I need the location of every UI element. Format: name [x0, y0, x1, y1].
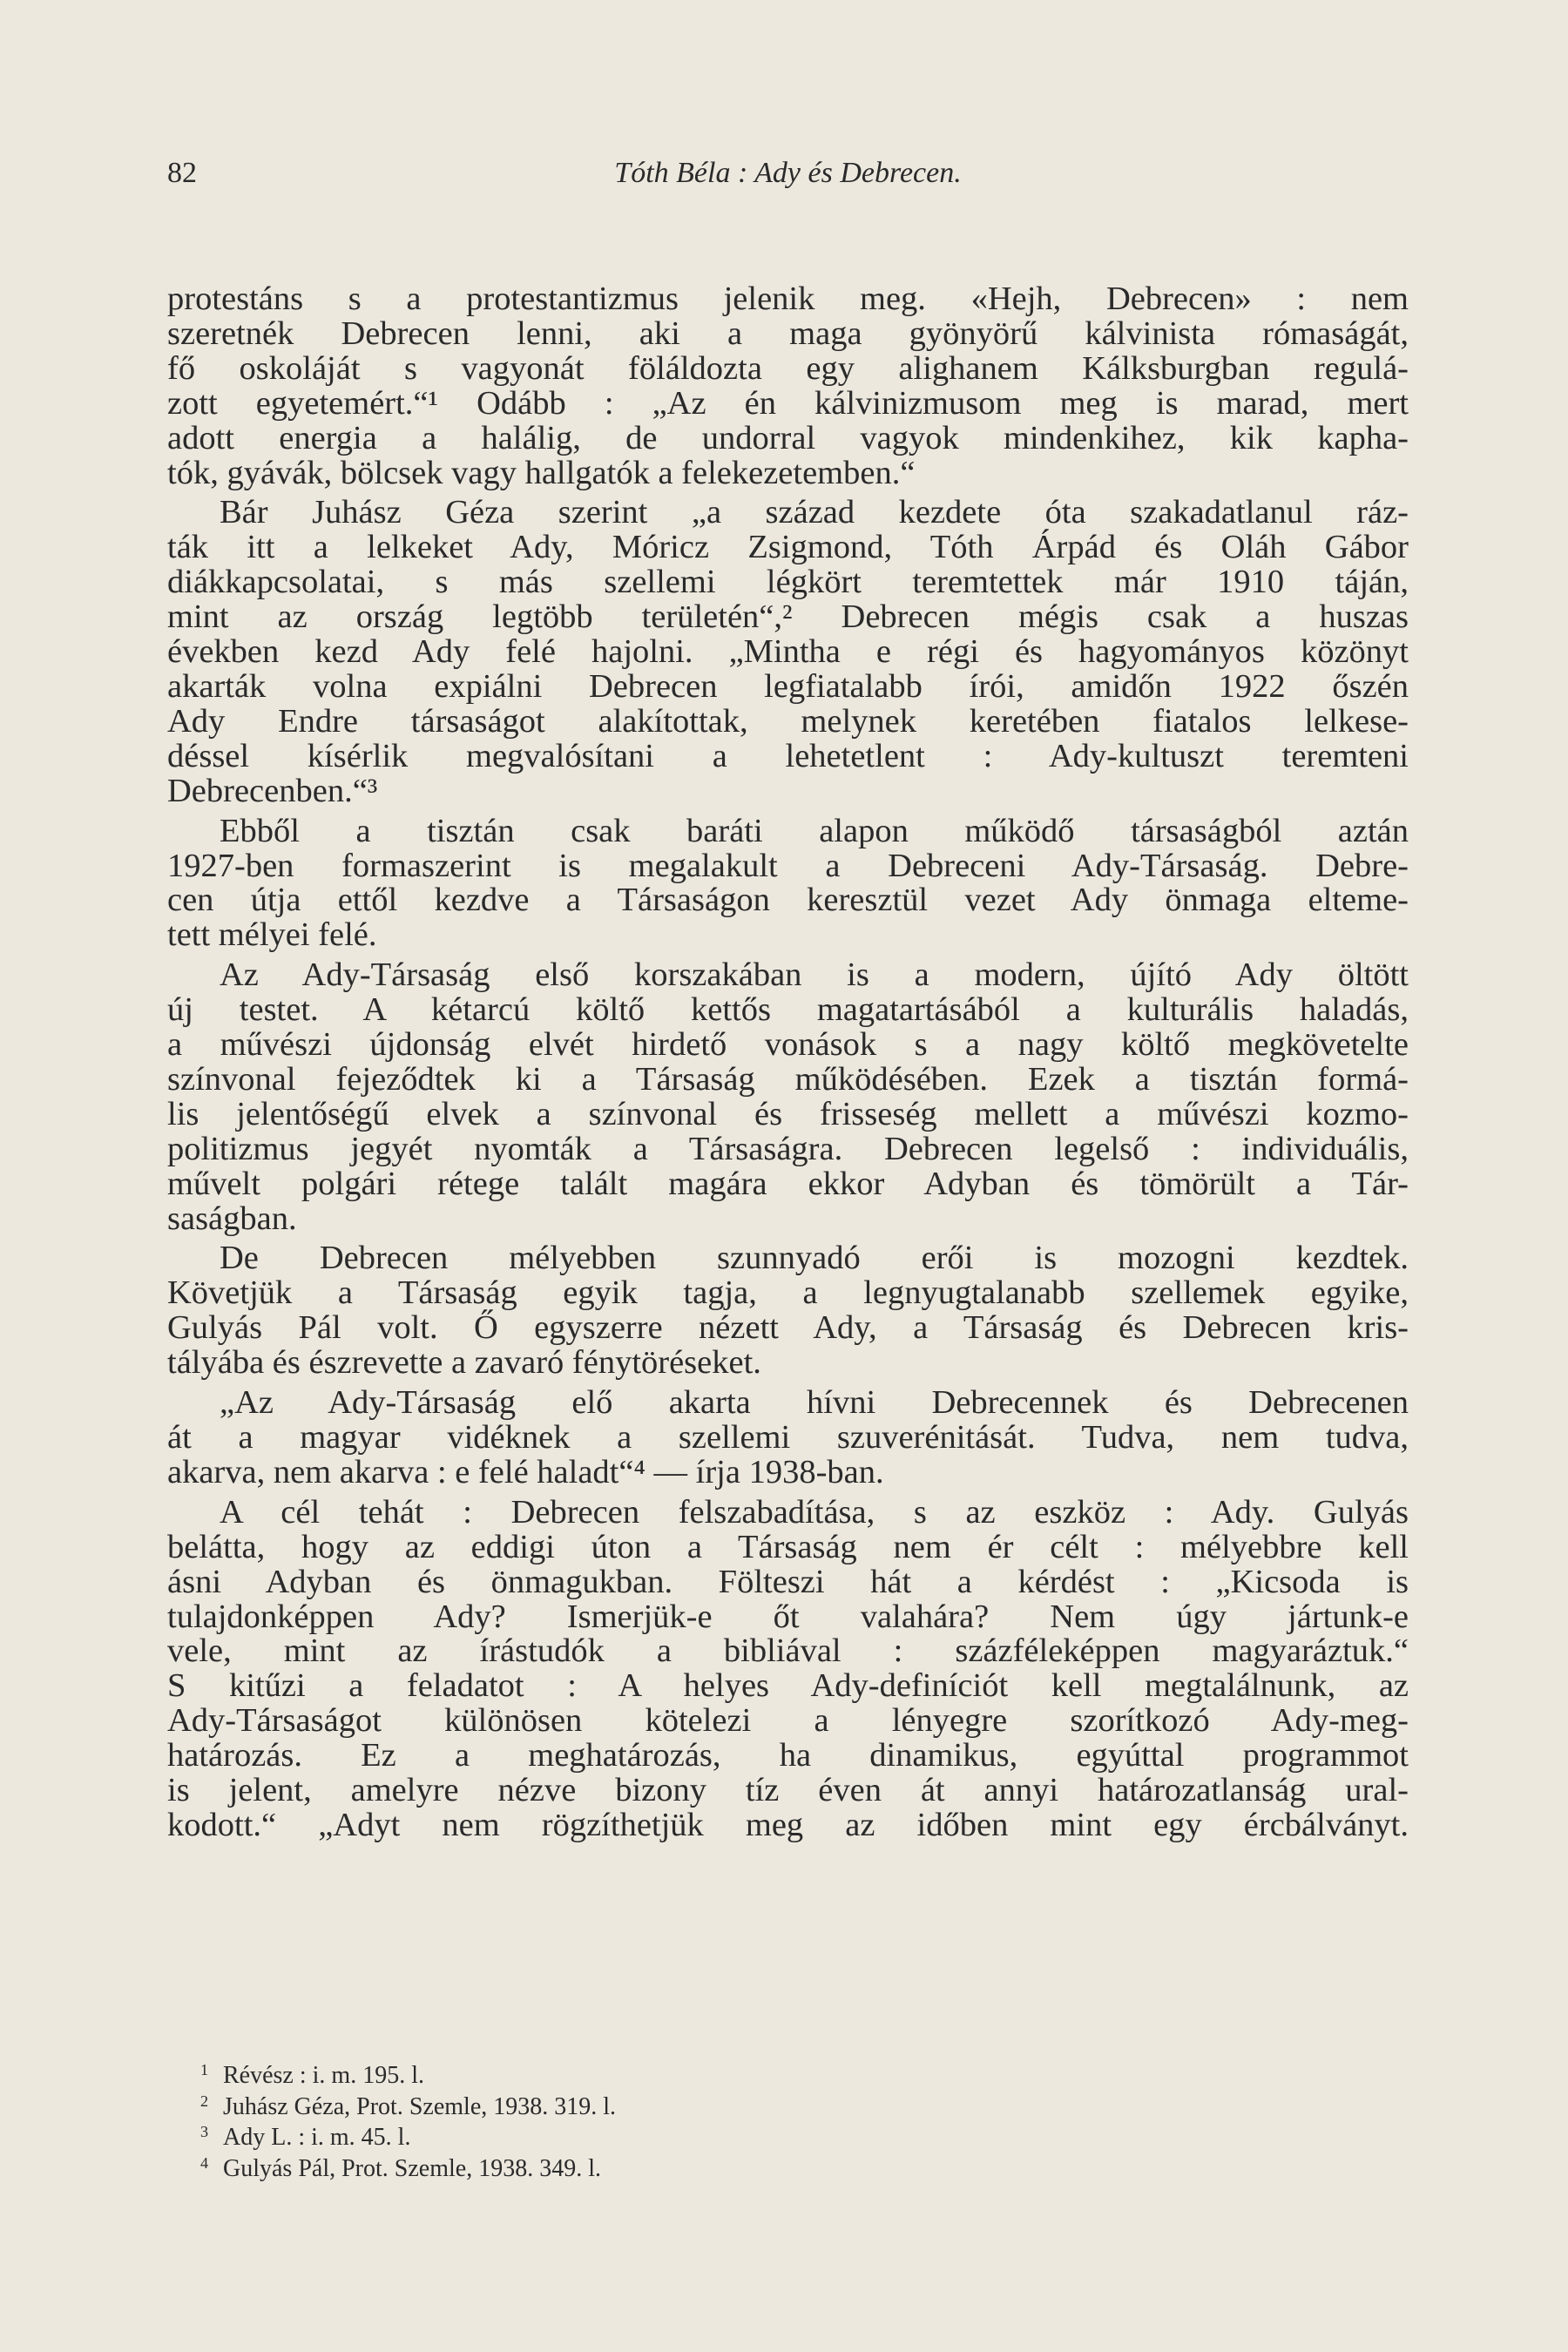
text-line: mint az ország legtöbb területén“,² Debrecen mégis csak a huszas — [167, 598, 1409, 636]
text-line: zott egyetemért.“¹ Odább : „Az én kálvinizmusom meg is marad, mert — [167, 384, 1409, 422]
text-line: ták itt a lelkeket Ady, Móricz Zsigmond, Tóth Árpád és Oláh Gábor — [167, 529, 1409, 566]
text-line: Az Ady-Társaság első korszakában is a modern, újító Ady öltött — [220, 956, 1409, 994]
text-line: Debrecenben.“³ — [167, 772, 378, 809]
footnotes — [200, 2058, 616, 2181]
text-line: adott energia a halálig, de undorral vagyok mindenkihez, kik kapha- — [167, 419, 1409, 456]
text-line: vele, mint az írástudók a bibliával : százféleképpen magyaráztuk.“ — [167, 1632, 1409, 1670]
footnote-text: Juhász Géza, Prot. Szemle, 1938. 319. l. — [223, 2092, 617, 2120]
text-line: tulajdonképpen Ady? Ismerjük-e őt valahára? Nem úgy jártunk-e — [167, 1598, 1409, 1635]
text-line: akarva, nem akarva : e felé haladt“⁴ — írja 1938-ban. — [167, 1453, 884, 1490]
footnote — [200, 2151, 616, 2182]
text-line: belátta, hogy az eddigi úton a Társaság nem ér célt : mélyebbre kell — [167, 1528, 1409, 1565]
body-text — [167, 282, 1409, 1843]
text-line: szeretnék Debrecen lenni, aki a maga gyönyörű kálvinista rómaságát, — [167, 314, 1409, 352]
text-line: déssel kísérlik megvalósítani a lehetetlent : Ady-kultuszt teremteni — [167, 737, 1409, 774]
text-line: tett mélyei felé. — [167, 916, 377, 954]
text-line: években kezd Ady felé hajolni. „Mintha e régi és hagyományos közönyt — [167, 633, 1409, 671]
footnote-text: Gulyás Pál, Prot. Szemle, 1938. 349. l. — [223, 2154, 601, 2182]
text-line: Ady-Társaságot különösen kötelezi a lényegre szorítkozó Ady-meg- — [167, 1702, 1409, 1740]
text-line: protestáns s a protestantizmus jelenik meg. «Hejh, Debrecen» : nem — [167, 280, 1409, 317]
footnote — [200, 2058, 616, 2089]
text-line: Ady Endre társaságot alakítottak, melynek keretében fiatalos lelkese- — [167, 702, 1409, 740]
text-line: a művészi újdonság elvét hirdető vonások s a nagy költő megkövetelte — [167, 1026, 1409, 1064]
text-line: diákkapcsolatai, s más szellemi légkört teremtettek már 1910 táján, — [167, 564, 1409, 601]
footnote — [200, 2119, 616, 2151]
footnote-number: 2 — [200, 2092, 209, 2110]
text-line: S kitűzi a feladatot : A helyes Ady-definíciót kell megtalálnunk, az — [167, 1667, 1409, 1705]
footnote-number: 3 — [200, 2123, 209, 2141]
footnote-number: 4 — [200, 2153, 209, 2172]
text-line: „Az Ady-Társaság elő akarta hívni Debrecennek és Debrecenen — [220, 1384, 1409, 1422]
text-line: is jelent, amelyre nézve bizony tíz éven át annyi határozatlanság ural- — [167, 1772, 1409, 1809]
paragraph — [167, 1241, 1409, 1381]
text-line: Bár Juhász Géza szerint „a század kezdete óta szakadatlanul ráz- — [220, 494, 1409, 531]
running-title: Tóth Béla : Ady és Debrecen. — [614, 157, 962, 189]
text-line: cen útja ettől kezdve a Társaságon keresztül vezet Ady önmaga elteme- — [167, 882, 1409, 919]
text-line: kodott.“ „Adyt nem rögzíthetjük meg az időben mint egy ércbálványt. — [167, 1806, 1409, 1843]
paragraph — [167, 814, 1409, 954]
text-line: Követjük a Társaság egyik tagja, a legnyugtalanabb szellemek egyike, — [167, 1274, 1409, 1312]
text-line: művelt polgári rétege talált magára ekkor Adyban és tömörült a Tár- — [167, 1165, 1409, 1202]
text-line: ásni Adyban és önmagukban. Fölteszi hát a kérdést : „Kicsoda is — [167, 1563, 1409, 1600]
text-line: át a magyar vidéknek a szellemi szuverénitását. Tudva, nem tudva, — [167, 1419, 1409, 1456]
page-header — [167, 157, 1409, 200]
text-line: A cél tehát : Debrecen felszabadítása, s az eszköz : Ady. Gulyás — [220, 1493, 1409, 1531]
text-line: új testet. A kétarcú költő kettős magatartásából a kulturális haladás, — [167, 991, 1409, 1029]
text-line: De Debrecen mélyebben szunnyadó erői is mozogni kezdtek. — [220, 1240, 1409, 1277]
text-line: politizmus jegyét nyomták a Társaságra. Debrecen legelső : individuális, — [167, 1130, 1409, 1167]
text-line: 1927-ben formaszerint is megalakult a Debreceni Ady-Társaság. Debre- — [167, 847, 1409, 884]
text-line: saságban. — [167, 1200, 297, 1237]
text-line: Gulyás Pál volt. Ő egyszerre nézett Ady, a Társaság és Debrecen kris- — [167, 1309, 1409, 1347]
footnote-text: Révész : i. m. 195. l. — [223, 2062, 424, 2090]
page-number: 82 — [167, 157, 197, 189]
footnote-number: 1 — [200, 2061, 209, 2078]
footnote-text: Ady L. : i. m. 45. l. — [223, 2124, 411, 2152]
text-line: lis jelentőségű elvek a színvonal és frisseség mellett a művészi kozmo- — [167, 1095, 1409, 1132]
text-line: határozás. Ez a meghatározás, ha dinamikus, egyúttal programmot — [167, 1737, 1409, 1774]
paragraph — [167, 282, 1409, 490]
footnote — [200, 2089, 616, 2120]
text-line: Ebből a tisztán csak baráti alapon működő társaságból aztán — [220, 812, 1409, 849]
paragraph — [167, 1386, 1409, 1490]
paragraph — [167, 958, 1409, 1236]
text-line: akarták volna expiálni Debrecen legfiatalabb írói, amidőn 1922 őszén — [167, 667, 1409, 705]
text-line: színvonal fejeződtek ki a Társaság működésében. Ezek a tisztán formá- — [167, 1060, 1409, 1098]
paragraph — [167, 1493, 1409, 1843]
text-line: tók, gyávák, bölcsek vagy hallgatók a felekezetemben.“ — [167, 454, 916, 491]
paragraph — [167, 496, 1409, 808]
text-line: tályába és észrevette a zavaró fénytöréseket. — [167, 1344, 761, 1382]
text-line: fő oskoláját s vagyonát föláldozta egy alighanem Kálksburgban regulá- — [167, 349, 1409, 387]
